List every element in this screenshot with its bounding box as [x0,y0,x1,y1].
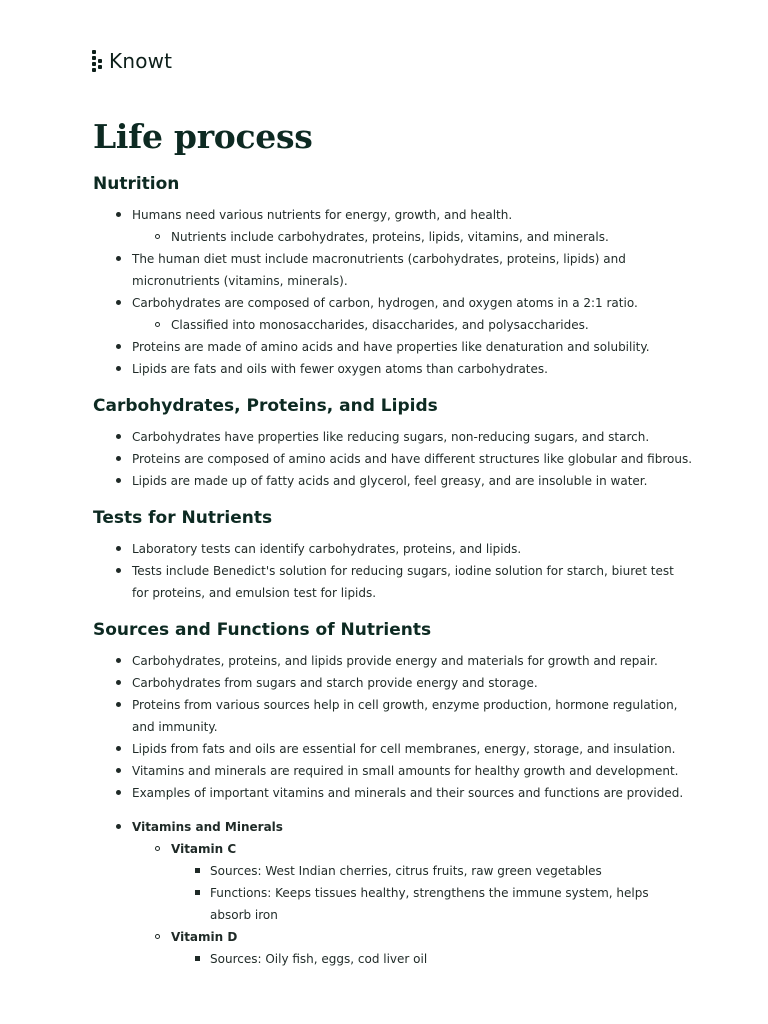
list-item: Lipids are fats and oils with fewer oxygen atoms than carbohydrates. [93,358,693,380]
list-item: Lipids are made up of fatty acids and glycerol, feel greasy, and are insoluble in water. [93,470,693,492]
section-sources-functions [93,618,693,970]
list-item: Carbohydrates have properties like reducing sugars, non-reducing sugars, and starch. [93,426,693,448]
list-item: Humans need various nutrients for energy, growth, and health. [93,204,693,226]
list-item: Laboratory tests can identify carbohydrates, proteins, and lipids. [93,538,693,560]
list-item: Lipids from fats and oils are essential for cell membranes, energy, storage, and insulation. [93,738,693,760]
vitamins-minerals-list [93,816,693,970]
list-item: Proteins from various sources help in cell growth, enzyme production, hormone regulation, and immunity. [93,694,693,738]
section-carbohydrates-proteins-lipids [93,394,693,492]
vitamin-d-sources: Sources: Oily fish, eggs, cod liver oil [93,948,693,970]
bullet-list [93,650,693,804]
vitamins-minerals-heading: Vitamins and Minerals [93,816,693,838]
note-content [93,116,693,970]
list-item: Vitamins and minerals are required in small amounts for healthy growth and development. [93,760,693,782]
section-heading: Sources and Functions of Nutrients [93,620,432,640]
section-heading: Tests for Nutrients [93,508,273,528]
brand-name: Knowt [109,49,173,73]
bullet-list [93,204,693,380]
list-item: Examples of important vitamins and minerals and their sources and functions are provided. [93,782,693,804]
list-item: The human diet must include macronutrients (carbohydrates, proteins, lipids) and micronutrients (vitamins, minerals). [93,248,693,292]
bullet-list [93,538,693,604]
list-item: Carbohydrates from sugars and starch provide energy and storage. [93,672,693,694]
vitamin-c-label: Vitamin C [93,838,693,860]
page-title: Life process [93,117,313,156]
vitamin-c-functions: Functions: Keeps tissues healthy, strengthens the immune system, helps absorb iron [93,882,693,926]
section-heading: Carbohydrates, Proteins, and Lipids [93,396,438,416]
list-item: Tests include Benedict's solution for reducing sugars, iodine solution for starch, biuret test for proteins, and emulsion test for lipids. [93,560,693,604]
sub-list-item: Classified into monosaccharides, disaccharides, and polysaccharides. [93,314,693,336]
knowt-logo-icon [92,49,103,73]
section-tests-for-nutrients [93,506,693,604]
list-item: Proteins are composed of amino acids and have different structures like globular and fibrous. [93,448,693,470]
vitamin-d-label: Vitamin D [93,926,693,948]
knowt-logo [92,48,172,74]
list-item: Carbohydrates, proteins, and lipids provide energy and materials for growth and repair. [93,650,693,672]
section-heading: Nutrition [93,174,180,194]
section-nutrition [93,172,693,380]
bullet-list [93,426,693,492]
list-item: Proteins are made of amino acids and have properties like denaturation and solubility. [93,336,693,358]
sub-list-item: Nutrients include carbohydrates, proteins, lipids, vitamins, and minerals. [93,226,693,248]
list-item: Carbohydrates are composed of carbon, hydrogen, and oxygen atoms in a 2:1 ratio. [93,292,693,314]
vitamin-c-sources: Sources: West Indian cherries, citrus fruits, raw green vegetables [93,860,693,882]
